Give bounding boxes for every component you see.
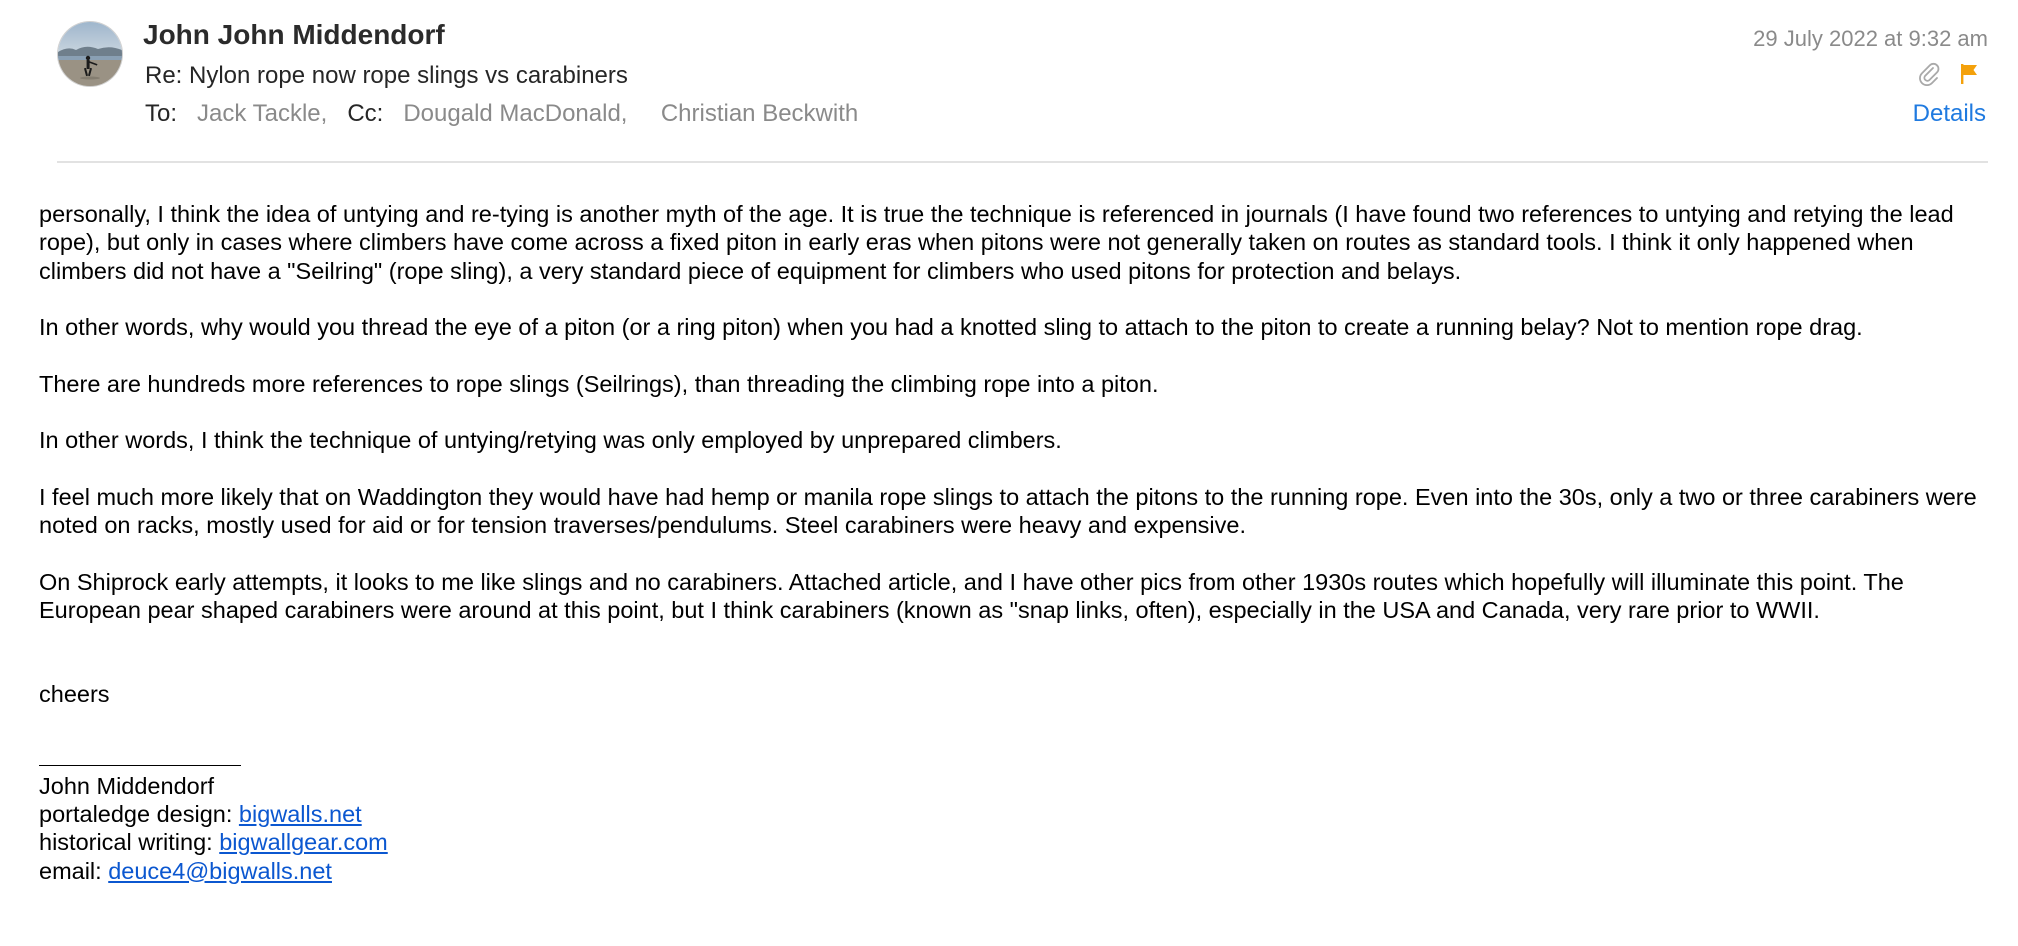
body-paragraph: In other words, why would you thread the eye of a piton (or a ring piton) when you had a knotted sling to attach to the piton to create a running belay? Not to mention rope drag. (39, 314, 1863, 341)
signature-line (39, 800, 1999, 828)
signature-line (39, 828, 1999, 856)
signature-label: email: (39, 857, 109, 884)
header-divider (57, 161, 1988, 163)
recipient-cc[interactable]: Dougald MacDonald, (403, 100, 628, 127)
signature-block (39, 765, 1999, 885)
signature-name: John Middendorf (39, 772, 215, 799)
to-label: To: (145, 100, 178, 127)
body-paragraph: There are hundreds more references to rope slings (Seilrings), than threading the climbing rope into a piton. (39, 370, 1159, 397)
message-body (39, 200, 1999, 885)
email-link[interactable]: deuce4@bigwalls.net (108, 857, 332, 884)
signature-line (39, 857, 1999, 885)
signature-label: portaledge design: (39, 801, 239, 828)
body-paragraph: In other words, I think the technique of untying/retying was only employed by unprepared climbers. (39, 427, 1062, 454)
bigwalls-link[interactable]: bigwalls.net (238, 801, 362, 828)
details-link[interactable]: Details (1912, 100, 1986, 127)
sender-name[interactable]: John John Middendorf (143, 19, 445, 50)
message-subject: Re: Nylon rope now rope slings vs carabiners (145, 62, 628, 89)
closing-text: cheers (39, 681, 110, 708)
body-paragraph: I feel much more likely that on Waddington they would have had hemp or manila rope slings to attach the pitons to the running rope. Even into the 30s, only a two or three carabiners were noted on racks, mostly used for aid or for tension traverses/pendulums. Steel carabiners were heavy and expensive. (39, 483, 1977, 539)
cc-label: Cc: (347, 100, 384, 127)
message-date: 29 July 2022 at 9:32 am (1753, 26, 1988, 51)
signature-label: historical writing: (39, 829, 220, 856)
recipient-to[interactable]: Jack Tackle, (197, 100, 328, 127)
paperclip-icon[interactable] (1918, 62, 1940, 91)
sender-avatar[interactable] (58, 22, 122, 86)
body-paragraph: personally, I think the idea of untying and re-tying is another myth of the age. It is true the technique is referenced in journals (I have found two references to untying and retying the lead rope), but only in cases where climbers have come across a fixed piton in early eras when pitons were not generally taken on routes as standard tools. I think it only happened when climbers did not have a "Seilring" (rope sling), a very standard piece of equipment for climbers who used pitons for protection and belays. (39, 201, 1954, 284)
bigwallgear-link[interactable]: bigwallgear.com (219, 829, 388, 856)
signature-divider (39, 765, 241, 766)
avatar-photo-icon (58, 22, 122, 86)
recipients-row (145, 100, 858, 128)
body-paragraph: On Shiprock early attempts, it looks to me like slings and no carabiners. Attached article, and I have other pics from other 1930s routes which hopefully will illuminate this point. The European pear shaped carabiners were around at this point, but I think carabiners (known as "snap links, often), especially in the USA and Canada, very rare prior to WWII. (39, 568, 1904, 624)
message-header (0, 0, 2018, 170)
flag-icon[interactable] (1958, 62, 1980, 91)
recipient-cc[interactable]: Christian Beckwith (660, 100, 859, 127)
